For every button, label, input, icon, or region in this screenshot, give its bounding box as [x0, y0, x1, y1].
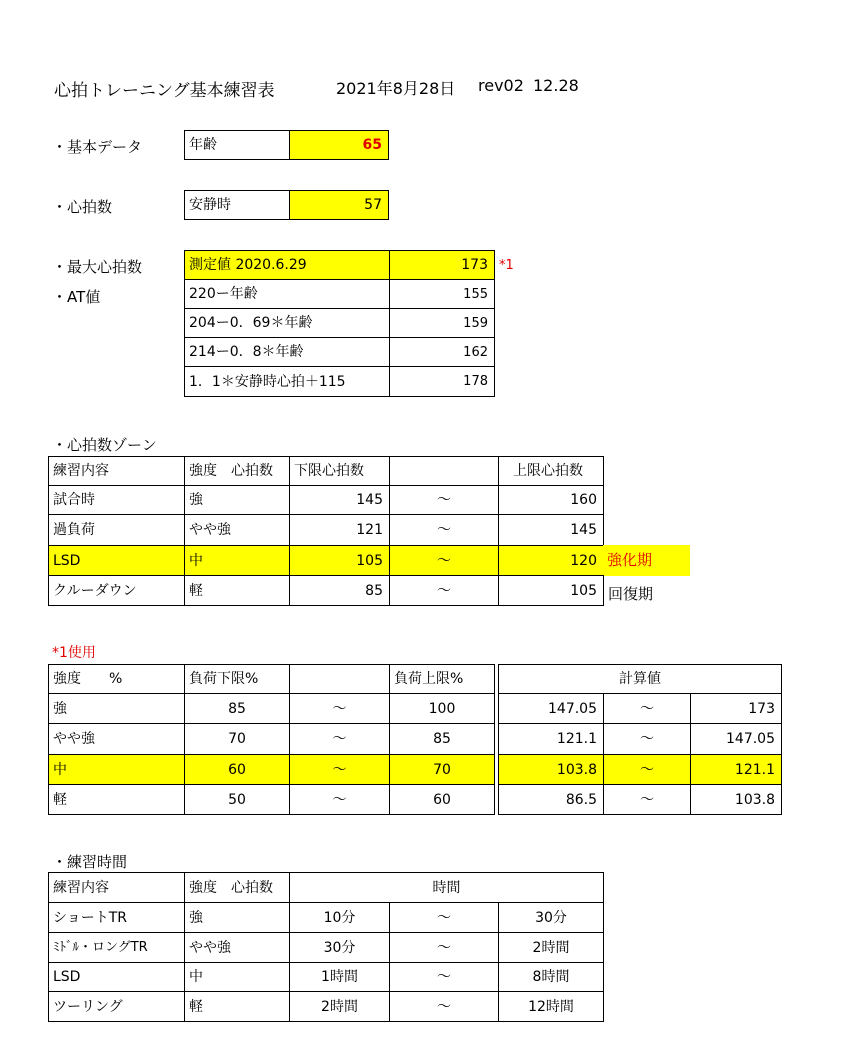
- table-row: 10分: [289, 902, 390, 933]
- table-row: 121.1: [498, 723, 604, 755]
- table-row: ～: [289, 784, 390, 815]
- table-row: 70: [184, 723, 290, 755]
- table-row: 軽: [184, 575, 290, 606]
- percent-header: 負荷上限%: [389, 664, 495, 694]
- table-row: 105: [498, 575, 604, 606]
- max-hr-formula: 220ー年齢: [184, 279, 390, 309]
- percent-header: 強度 %: [48, 664, 185, 694]
- table-row: 30分: [289, 932, 390, 963]
- table-row: ～: [289, 693, 390, 724]
- page-title: 心拍トレーニング基本練習表: [54, 81, 275, 101]
- table-row: やや強: [184, 932, 290, 963]
- table-row: 103.8: [498, 754, 604, 785]
- table-row: 1時間: [289, 962, 390, 992]
- table-row: 中: [48, 754, 185, 785]
- max-hr-value: 162: [389, 337, 495, 367]
- zone-note-recovery: 回復期: [608, 585, 654, 603]
- table-row: 50: [184, 784, 290, 815]
- table-row: 強: [48, 693, 185, 724]
- table-row: ～: [603, 784, 691, 815]
- rest-value: 57: [289, 190, 389, 220]
- table-row: 160: [498, 485, 604, 515]
- table-row: 強: [184, 485, 290, 515]
- table-row: ～: [389, 485, 499, 515]
- table-row: 60: [184, 754, 290, 785]
- max-hr-formula: 測定値 2020.6.29: [184, 250, 390, 280]
- time-header: 時間: [289, 872, 604, 903]
- table-row: LSD: [48, 962, 185, 992]
- table-row: 145: [289, 485, 390, 515]
- table-row: 2時間: [289, 991, 390, 1022]
- table-row: 100: [389, 693, 495, 724]
- table-row: ～: [603, 754, 691, 785]
- table-row: やや強: [48, 723, 185, 755]
- basic-data-label: ・基本データ: [52, 138, 143, 156]
- table-row: 軽: [184, 991, 290, 1022]
- percent-header: 負荷下限%: [184, 664, 290, 694]
- max-hr-formula: 1．1＊安静時心拍＋115: [184, 366, 390, 397]
- table-row: ﾐﾄﾞﾙ・ロングTR: [48, 932, 185, 963]
- table-row: 60: [389, 784, 495, 815]
- table-row: 105: [289, 545, 390, 576]
- time-header: 強度 心拍数: [184, 872, 290, 903]
- table-row: 過負荷: [48, 514, 185, 546]
- table-row: 103.8: [690, 784, 782, 815]
- table-row: ～: [289, 754, 390, 785]
- max-hr-value: 173: [389, 250, 495, 280]
- max-hr-value: 178: [389, 366, 495, 397]
- table-row: ～: [603, 693, 691, 724]
- table-row: ～: [389, 545, 499, 576]
- time-header: 練習内容: [48, 872, 185, 903]
- table-row: ～: [289, 723, 390, 755]
- at-label: ・AT値: [52, 288, 101, 306]
- table-row: ショートTR: [48, 902, 185, 933]
- table-row: 85: [184, 693, 290, 724]
- table-row: 147.05: [690, 723, 782, 755]
- table-row: 強: [184, 902, 290, 933]
- table-row: 8時間: [498, 962, 604, 992]
- table-row: LSD: [48, 545, 185, 576]
- table-row: 70: [389, 754, 495, 785]
- table-row: 中: [184, 962, 290, 992]
- table-row: ツーリング: [48, 991, 185, 1022]
- percent-header: 計算値: [498, 664, 782, 694]
- max-hr-value: 155: [389, 279, 495, 309]
- zones-header: 上限心拍数: [498, 456, 604, 486]
- table-row: 12時間: [498, 991, 604, 1022]
- table-row: ～: [389, 514, 499, 546]
- max-hr-formula: 204ー0．69＊年齢: [184, 308, 390, 338]
- max-hr-label: ・最大心拍数: [52, 258, 143, 276]
- header-rev: rev02: [478, 76, 524, 95]
- header-rev-date: 12.28: [533, 76, 579, 95]
- table-row: 中: [184, 545, 290, 576]
- max-hr-formula: 214ー0．8＊年齢: [184, 337, 390, 367]
- zones-header: 下限心拍数: [289, 456, 390, 486]
- table-row: 85: [289, 575, 390, 606]
- table-row: 145: [498, 514, 604, 546]
- percent-label: *1使用: [52, 645, 96, 661]
- table-row: 121: [289, 514, 390, 546]
- max-hr-note: *1: [499, 258, 514, 273]
- age-label: 年齢: [184, 130, 290, 160]
- table-row: ～: [389, 575, 499, 606]
- table-row: 試合時: [48, 485, 185, 515]
- zones-header: 練習内容: [48, 456, 185, 486]
- table-row: 120: [498, 545, 604, 576]
- table-row: ～: [389, 991, 499, 1022]
- table-row: 121.1: [690, 754, 782, 785]
- table-row: 147.05: [498, 693, 604, 724]
- zone-note-strengthen: 強化期: [603, 545, 690, 576]
- table-row: やや強: [184, 514, 290, 546]
- table-row: クルーダウン: [48, 575, 185, 606]
- table-row: 軽: [48, 784, 185, 815]
- table-row: ～: [389, 902, 499, 933]
- table-row: 86.5: [498, 784, 604, 815]
- percent-header: [289, 664, 390, 694]
- table-row: 85: [389, 723, 495, 755]
- table-row: 173: [690, 693, 782, 724]
- time-label: ・練習時間: [52, 853, 128, 871]
- heart-rate-label: ・心拍数: [52, 198, 113, 216]
- table-row: 2時間: [498, 932, 604, 963]
- table-row: ～: [389, 932, 499, 963]
- table-row: ～: [389, 962, 499, 992]
- zones-header: 強度 心拍数: [184, 456, 290, 486]
- header-date: 2021年8月28日: [336, 79, 456, 98]
- max-hr-value: 159: [389, 308, 495, 338]
- age-value: 65: [289, 130, 389, 160]
- zones-header: [389, 456, 499, 486]
- rest-label: 安静時: [184, 190, 290, 220]
- zones-label: ・心拍数ゾーン: [52, 436, 157, 454]
- table-row: 30分: [498, 902, 604, 933]
- table-row: ～: [603, 723, 691, 755]
